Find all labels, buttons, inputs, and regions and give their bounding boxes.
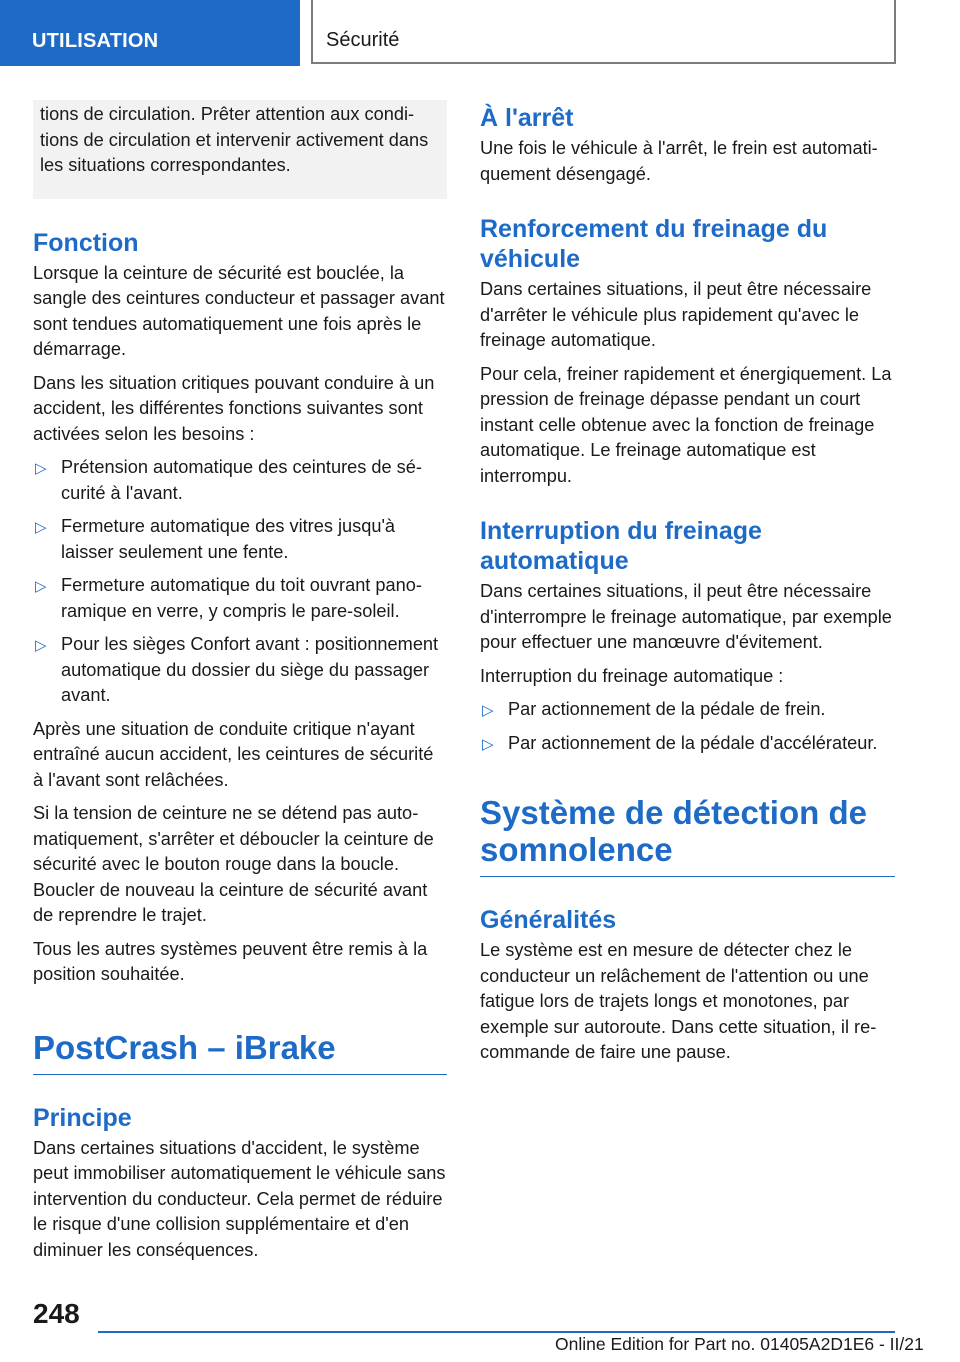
paragraph: Lorsque la ceinture de sécurité est bouclée, la sangle des ceintures conducteur et passager avant sont tendues automatiquement une fois après le démarrage. — [33, 262, 445, 359]
bullet-list — [33, 455, 447, 709]
paragraph: Dans les situation critiques pouvant conduire à un accident, les différentes fonctions suivantes sont activées selon les besoins : — [33, 372, 435, 444]
list-item-text: Pour les sièges Confort avant : positionnement automatique du dossier du siège du passager avant. — [61, 634, 439, 705]
list-item-text: Fermeture automatique du toit ouvrant panoramique en verre, y compris le pare-soleil. — [61, 575, 422, 621]
triangle-bullet-icon: ▷ — [35, 519, 47, 536]
list-item — [480, 697, 895, 723]
paragraph: Le système est en mesure de détecter chez le conducteur un relâchement de l'attention ou une fatigue lors de trajets longs et monotones, par exemple sur autoroute. Dans cette situation, il recommande de faire une pause. — [480, 940, 877, 1062]
list-item-text: Fermeture automatique des vitres jusqu'à laisser seulement une fente. — [61, 516, 396, 562]
paragraph: Tous les autres systèmes peuvent être remis à la position souhaitée. — [33, 938, 428, 984]
heading-a-l-arret: À l'arrêt — [480, 104, 574, 132]
paragraph: Interruption du freinage automatique : — [480, 665, 784, 686]
heading-postcrash-ibrake: PostCrash – iBrake — [33, 1029, 447, 1075]
triangle-bullet-icon: ▷ — [482, 702, 494, 719]
list-item — [33, 632, 447, 709]
heading-generalites: Généralités — [480, 906, 617, 934]
paragraph: Dans certaines situations, il peut être nécessaire d'interrompre le freinage automatique, par exemple pour effectuer une manœuvre d'évitement. — [480, 581, 892, 652]
section-tab: UTILISATION — [0, 0, 300, 66]
paragraph: Après une situation de conduite critique n'ayant entraîné aucun accident, les ceintures de sécurité à l'avant sont relâchées. — [33, 718, 434, 790]
heading-principe: Principe — [33, 1103, 132, 1132]
list-item-text: Par actionnement de la pédale de frein. — [508, 699, 826, 719]
page-header — [0, 0, 960, 66]
heading-fonction: Fonction — [33, 228, 139, 257]
list-item-text: Par actionnement de la pédale d'accélérateur. — [508, 732, 878, 753]
edition-note: Online Edition for Part no. 01405A2D1E6 - II/21 — [555, 1334, 924, 1354]
triangle-bullet-icon: ▷ — [35, 578, 47, 595]
paragraph: Si la tension de ceinture ne se détend pas automatiquement, s'arrêter et déboucler la ceinture de sécurité avec le bouton rouge dans la boucle. Boucler de nouveau la ceinture de sécurité avant de reprendre le trajet. — [33, 803, 434, 925]
list-item — [33, 514, 447, 565]
heading-interruption-freinage: Interruption du freinage automatique — [480, 517, 762, 575]
triangle-bullet-icon: ▷ — [35, 460, 47, 477]
left-column — [33, 100, 447, 1271]
triangle-bullet-icon: ▷ — [35, 637, 47, 654]
list-item — [480, 731, 895, 757]
paragraph: Dans certaines situations d'accident, le système peut immobiliser automatiquement le véhicule sans intervention du conducteur. Cela permet de réduire le risque d'une collision supplémentaire et d'en diminuer les conséquences. — [33, 1137, 446, 1260]
warning-note-continuation: tions de circulation. Prêter attention aux conditions de circulation et intervenir activement dans les situations correspondantes. — [33, 100, 447, 199]
list-item — [33, 573, 447, 624]
chapter-title: Sécurité — [311, 0, 896, 64]
footer-divider — [98, 1331, 895, 1333]
list-item — [33, 455, 447, 506]
list-item-text: Prétension automatique des ceintures de sécurité à l'avant. — [61, 457, 422, 503]
triangle-bullet-icon: ▷ — [482, 735, 494, 753]
paragraph: Une fois le véhicule à l'arrêt, le frein est automatiquement désengagé. — [480, 138, 878, 184]
heading-detection-somnolence: Système de détection de somnolence — [480, 794, 895, 877]
paragraph: Pour cela, freiner rapidement et énergiquement. La pression de freinage dépasse pendant un court instant celle obtenue avec la fonction de freinage automatique. Le freinage automatique est interrompu. — [480, 363, 892, 486]
right-column — [480, 100, 895, 1074]
heading-renforcement-freinage: Renforcement du freinage du véhicule — [480, 215, 828, 273]
page-number: 248 — [33, 1298, 80, 1329]
bullet-list — [480, 697, 895, 756]
paragraph: Dans certaines situations, il peut être nécessaire d'arrêter le véhicule plus rapidement qu'avec le freinage automatique. — [480, 279, 872, 350]
